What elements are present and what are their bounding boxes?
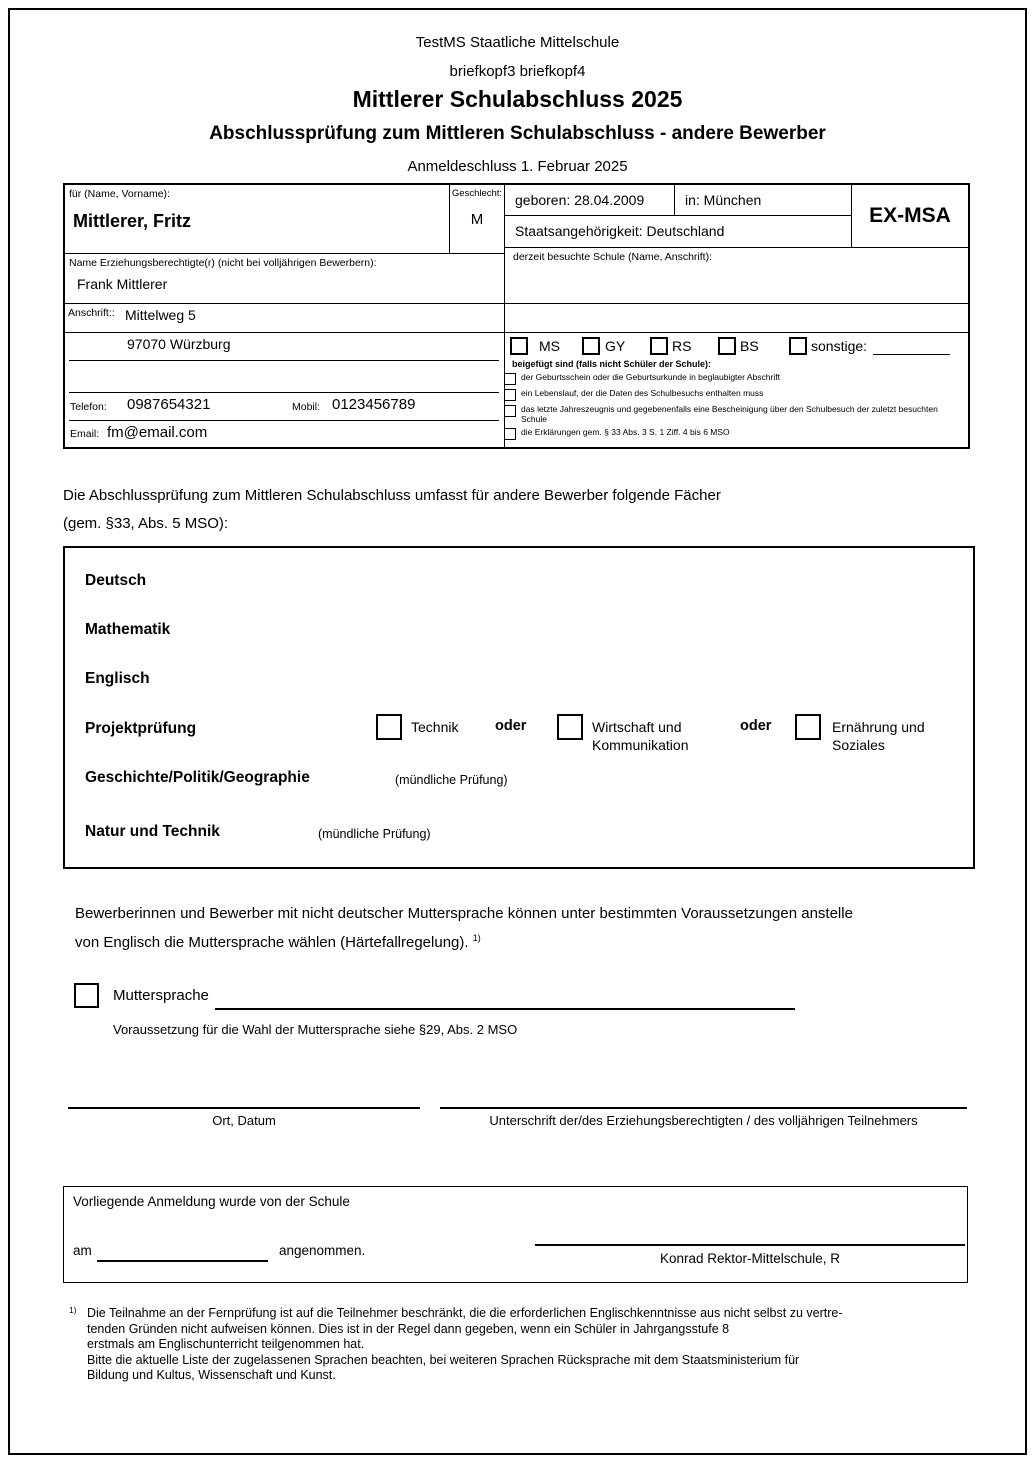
checkbox-other-school[interactable] <box>789 337 807 355</box>
gender-value: M <box>470 211 484 228</box>
list-item <box>504 428 966 440</box>
attachment-text: das letzte Jahreszeugnis und gegebenenfalls eine Bescheinigung über den Schulbesuch der zuletzt besuchten Schule <box>521 404 938 424</box>
divider <box>674 185 675 215</box>
mother-tongue-note-1: Bewerberinnen und Bewerber mit nicht deutscher Muttersprache können unter bestimmten Voraussetzungen anstelle <box>75 905 853 922</box>
checkbox-wirtschaft-kommunikation[interactable] <box>557 714 583 740</box>
muttersprache-label: Muttersprache <box>113 987 209 1004</box>
school-acceptance-box <box>63 1186 968 1283</box>
form-code-badge: EX-MSA <box>869 204 951 227</box>
footnote-line: Bitte die aktuelle Liste der zugelassenen Sprachen beachten, bei weiteren Sprachen Rücksprache mit dem Staatsministerium für <box>87 1352 800 1367</box>
school-type-rs-label: RS <box>672 338 692 354</box>
option-technik-label: Technik <box>411 719 459 735</box>
email-value: fm@email.com <box>107 424 208 441</box>
acceptance-line: Vorliegende Anmeldung wurde von der Schule <box>73 1194 350 1209</box>
divider <box>65 332 968 333</box>
guardian-signature-label: Unterschrift der/des Erziehungsberechtigten / des volljährigen Teilnehmers <box>489 1113 918 1128</box>
note-text: von Englisch die Muttersprache wählen (Härtefallregelung). <box>75 934 469 951</box>
attachments-heading: beigefügt sind (falls nicht Schüler der Schule): <box>512 359 712 369</box>
mobile-label: Mobil: <box>292 401 321 413</box>
checkbox-gy[interactable] <box>582 337 600 355</box>
phone-label: Telefon: <box>70 401 107 413</box>
attachment-text: der Geburtsschein oder die Geburtsurkunde in beglaubigter Abschrift <box>521 372 780 382</box>
subject-geschichte: Geschichte/Politik/Geographie <box>85 769 310 786</box>
rector-signature-line[interactable] <box>535 1244 965 1246</box>
footnote-marker: 1) <box>69 1305 77 1315</box>
checkbox-birth-certificate[interactable] <box>504 373 516 385</box>
applicant-table <box>63 183 970 449</box>
checkbox-report-card[interactable] <box>504 405 516 417</box>
address-writing-line <box>69 360 499 361</box>
list-item <box>504 389 966 401</box>
checkbox-declarations[interactable] <box>504 428 516 440</box>
or-label: oder <box>495 718 527 734</box>
checkbox-technik[interactable] <box>376 714 402 740</box>
other-school-blank-line[interactable] <box>873 354 950 355</box>
school-type-ms-label: MS <box>539 338 560 354</box>
option-ernaehrung-label: Ernährung und Soziales <box>832 719 925 753</box>
address-label: Anschrift:: <box>68 307 115 319</box>
oral-exam-note: (mündliche Prüfung) <box>318 827 431 841</box>
divider <box>65 253 504 254</box>
oral-exam-note: (mündliche Prüfung) <box>395 773 508 787</box>
checkbox-cv[interactable] <box>504 389 516 401</box>
footnote-line: tenden Gründen nicht aufweisen können. Dies ist in der Regel dann gegeben, wenn ein Schüler in Jahrgangsstufe 8 <box>87 1321 730 1336</box>
guardian-value: Frank Mittlerer <box>77 276 168 292</box>
subject-natur-technik: Natur und Technik <box>85 823 220 840</box>
list-item <box>504 373 966 385</box>
checkbox-rs[interactable] <box>650 337 668 355</box>
current-school-label: derzeit besuchte Schule (Name, Anschrift): <box>513 251 713 263</box>
muttersprache-requirement: Voraussetzung für die Wahl der Muttersprache siehe §29, Abs. 2 MSO <box>113 1022 518 1037</box>
muttersprache-blank-line[interactable] <box>215 1008 795 1010</box>
form-subtitle: Abschlussprüfung zum Mittleren Schulabschluss - andere Bewerber <box>209 123 826 144</box>
mobile-value: 0123456789 <box>332 396 416 413</box>
school-type-bs-label: BS <box>740 338 759 354</box>
subject-projektpruefung: Projektprüfung <box>85 720 197 737</box>
list-item <box>504 405 966 424</box>
footnote-reference: 1) <box>472 933 481 943</box>
nationality: Staatsangehörigkeit: Deutschland <box>515 223 725 239</box>
divider <box>504 247 968 248</box>
gender-label: Geschlecht: <box>451 188 503 199</box>
intro-line-2: (gem. §33, Abs. 5 MSO): <box>63 515 229 532</box>
divider <box>504 215 852 216</box>
attachments-list <box>504 359 966 444</box>
name-value: Mittlerer, Fritz <box>73 211 192 231</box>
option-wirtschaft-label: Wirtschaft und Kommunikation <box>592 719 689 753</box>
signature-line-place-date[interactable] <box>68 1107 420 1109</box>
registration-deadline: Anmeldeschluss 1. Februar 2025 <box>407 158 628 175</box>
guardian-label: Name Erziehungsberechtigte(r) (nicht bei volljährigen Bewerbern): <box>69 257 377 269</box>
footnote-line: Bildung und Kultus, Wissenschaft und Kunst. <box>87 1368 336 1383</box>
footnote-line: Die Teilnahme an der Fernprüfung ist auf die Teilnehmer beschränkt, die die erforderlichen Englischkenntnisse aus nicht selbst zu vertre- <box>87 1306 843 1320</box>
footnote-text <box>87 1306 843 1384</box>
am-label: am <box>73 1243 92 1258</box>
phone-writing-line <box>69 420 499 421</box>
subject-englisch: Englisch <box>85 670 150 687</box>
checkbox-bs[interactable] <box>718 337 736 355</box>
address-blank-line[interactable] <box>69 392 499 393</box>
mother-tongue-note-2 <box>75 933 481 951</box>
attachment-text: die Erklärungen gem. § 33 Abs. 3 S. 1 Ziff. 4 bis 6 MSO <box>521 427 730 437</box>
letterhead-placeholder: briefkopf3 briefkopf4 <box>449 63 586 80</box>
subjects-box <box>63 546 975 869</box>
intro-line-1: Die Abschlussprüfung zum Mittleren Schulabschluss umfasst für andere Bewerber folgende Fächer <box>63 487 721 504</box>
birth-place: in: München <box>685 192 762 208</box>
subject-mathematik: Mathematik <box>85 621 171 638</box>
accepted-label: angenommen. <box>279 1243 366 1258</box>
attachment-text: ein Lebenslauf, der die Daten des Schulbesuchs enthalten muss <box>521 388 764 398</box>
place-date-label: Ort, Datum <box>212 1113 276 1128</box>
checkbox-ernaehrung-soziales[interactable] <box>795 714 821 740</box>
rector-name: Konrad Rektor-Mittelschule, R <box>659 1251 841 1266</box>
school-name: TestMS Staatliche Mittelschule <box>415 34 620 51</box>
school-type-other-label: sonstige: <box>811 338 868 354</box>
checkbox-muttersprache[interactable] <box>74 983 99 1008</box>
subject-deutsch: Deutsch <box>85 572 147 589</box>
phone-value: 0987654321 <box>127 396 211 413</box>
or-label: oder <box>740 718 772 734</box>
checkbox-ms[interactable] <box>510 337 528 355</box>
divider <box>65 303 968 304</box>
address-city: 97070 Würzburg <box>127 336 231 352</box>
acceptance-date-blank-line[interactable] <box>97 1260 268 1262</box>
name-label: für (Name, Vorname): <box>69 188 170 200</box>
birth-date: geboren: 28.04.2009 <box>515 192 645 208</box>
footnote-line: erstmals am Englischunterricht teilgenommen hat. <box>87 1337 365 1352</box>
email-label: Email: <box>70 428 100 440</box>
form-title: Mittlerer Schulabschluss 2025 <box>352 86 683 112</box>
signature-line-guardian[interactable] <box>440 1107 967 1109</box>
school-type-gy-label: GY <box>605 338 626 354</box>
address-street: Mittelweg 5 <box>125 307 196 323</box>
